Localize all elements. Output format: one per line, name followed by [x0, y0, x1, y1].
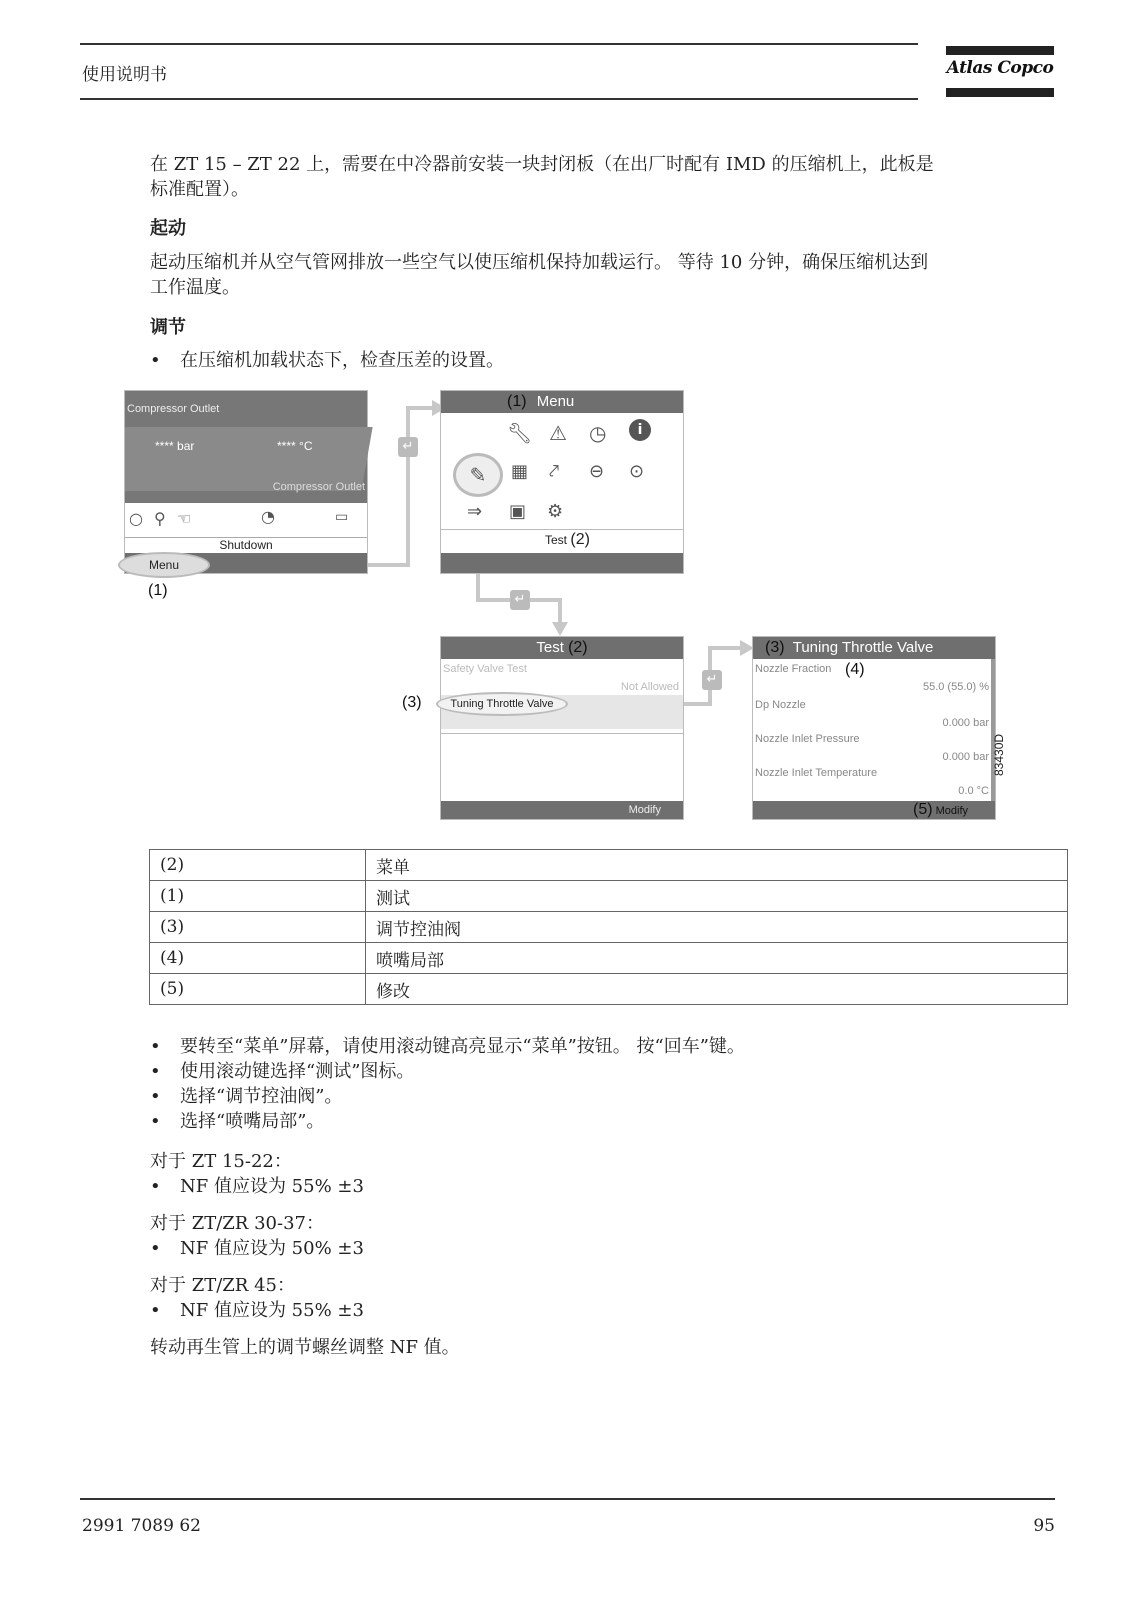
back-icon[interactable]: ⊖ [589, 461, 605, 482]
card-icon: ▭ [335, 509, 349, 525]
setting-bullet: • NF 值应设为 50% ±3 [150, 1238, 364, 1259]
callout-3: (3) [402, 694, 422, 711]
nozzle-inlet-temperature-label: Nozzle Inlet Temperature [755, 767, 878, 779]
wrench-icon[interactable]: 🔧︎ [507, 421, 533, 445]
regulation-heading: 调节 [150, 317, 186, 338]
test-icon[interactable]: ✎ [453, 453, 503, 497]
step-bullet: • 选择“喷嘴局部”。 [150, 1111, 325, 1132]
menu-screen [440, 390, 684, 574]
menu-button[interactable]: Menu [118, 552, 210, 578]
page-number: 95 [1033, 1516, 1055, 1536]
compressor-outlet-label-2: Compressor Outlet [272, 481, 365, 493]
dp-nozzle-label: Dp Nozzle [755, 699, 806, 711]
settings-icon[interactable]: ⚙ [547, 501, 564, 522]
trend-icon[interactable]: ⤤ [549, 461, 560, 482]
test-screen [440, 636, 684, 820]
test-title-callout: (2) [568, 639, 588, 656]
clock-icon[interactable]: ◷ [589, 421, 607, 445]
nozzle-inlet-temperature-value: 0.0 °C [958, 785, 989, 797]
regulation-bullet: • 在压缩机加载状态下，检查压差的设置。 [150, 350, 504, 371]
calendar-icon[interactable]: ▦ [511, 461, 529, 482]
tuning-throttle-valve-item[interactable]: Tuning Throttle Valve [436, 692, 568, 716]
menu-callout: (1) [507, 393, 527, 410]
safety-valve-test-label: Safety Valve Test [443, 663, 527, 675]
safety-valve-test-value: Not Allowed [620, 681, 679, 693]
tuning-modify-footer[interactable]: Modify [935, 805, 969, 817]
pressure-readout: **** bar [155, 439, 195, 453]
nozzle-inlet-pressure-label: Nozzle Inlet Pressure [755, 733, 860, 745]
tuning-title-callout: (3) [765, 639, 785, 656]
step-bullet: • 选择“调节控油阀”。 [150, 1086, 343, 1107]
intro-paragraph: 在 ZT 15 – ZT 22 上，需要在中冷器前安装一块封闭板（在出厂时配有 IMD 的压缩机上，此板是 标准配置）。 [150, 154, 934, 200]
warning-icon[interactable]: ⚠ [549, 421, 567, 445]
status-icons: ○ ⚲ ☜ [129, 509, 195, 528]
enter-key-icon: ↵ [398, 437, 418, 457]
closing-paragraph: 转动再生管上的调节螺丝调整 NF 值。 [150, 1337, 460, 1358]
forward-icon[interactable]: ⊙ [629, 461, 645, 482]
enter-key-icon: ↵ [702, 670, 722, 690]
nozzle-inlet-pressure-value: 0.000 bar [942, 751, 989, 763]
menu-selected-callout: (2) [570, 531, 590, 548]
table-row: (4) 喷嘴局部 [150, 943, 1068, 974]
legend-table [149, 849, 1068, 1005]
step-bullet: • 要转至“菜单”屏幕，请使用滚动键高亮显示“菜单”按钮。 按“回车”键。 [150, 1036, 745, 1057]
main-screen [124, 390, 368, 574]
atlas-copco-logo: Atlas Copco [946, 46, 1054, 100]
doc-number: 2991 7089 62 [82, 1516, 201, 1536]
startup-paragraph: 起动压缩机并从空气管网排放一些空气以使压缩机保持加载运行。 等待 10 分钟，确保压缩机达到 工作温度。 [150, 252, 929, 298]
setting-bullet: • NF 值应设为 55% ±3 [150, 1176, 364, 1197]
nozzle-fraction-label: Nozzle Fraction [755, 663, 832, 675]
test-modify-footer[interactable]: Modify [441, 801, 683, 819]
dp-nozzle-value: 0.000 bar [942, 717, 989, 729]
tuning-scrollbar[interactable] [991, 659, 995, 801]
menu-selected-label: Test [545, 533, 568, 547]
nozzle-fraction-value: 55.0 (55.0) % [922, 681, 989, 693]
callout-4: (4) [845, 661, 865, 678]
test-title: Test [536, 639, 564, 656]
temperature-readout: **** °C [277, 439, 313, 453]
footer-rule [80, 1498, 1055, 1500]
compressor-outlet-label: Compressor Outlet [127, 403, 220, 415]
table-row: (3) 调节控油阀 [150, 912, 1068, 943]
table-row: (5) 修改 [150, 974, 1068, 1005]
model-heading: 对于 ZT/ZR 45： [150, 1275, 295, 1296]
enter-key-icon: ↵ [510, 590, 530, 610]
shutdown-status: Shutdown [125, 537, 367, 552]
startup-heading: 起动 [150, 218, 186, 239]
callout-5: (5) [913, 801, 933, 818]
table-row: (1) 测试 [150, 881, 1068, 912]
step-bullet: • 使用滚动键选择“测试”图标。 [150, 1061, 415, 1082]
tuning-title: Tuning Throttle Valve [792, 639, 934, 656]
model-heading: 对于 ZT/ZR 30-37： [150, 1213, 324, 1234]
info-icon[interactable]: i [629, 419, 651, 441]
header-title: 使用说明书 [82, 65, 167, 85]
figure-code: 83430D [992, 733, 1006, 776]
setting-bullet: • NF 值应设为 55% ±3 [150, 1300, 364, 1321]
save-icon[interactable]: ▣ [509, 501, 527, 522]
tuning-screen [752, 636, 996, 820]
gauge-icon: ◔ [261, 507, 275, 526]
table-row: (2) 菜单 [150, 850, 1068, 881]
model-heading: 对于 ZT 15-22： [150, 1151, 292, 1172]
export-icon[interactable]: ⇒ [467, 501, 483, 522]
callout-1: (1) [148, 582, 168, 599]
menu-title: Menu [536, 393, 575, 410]
